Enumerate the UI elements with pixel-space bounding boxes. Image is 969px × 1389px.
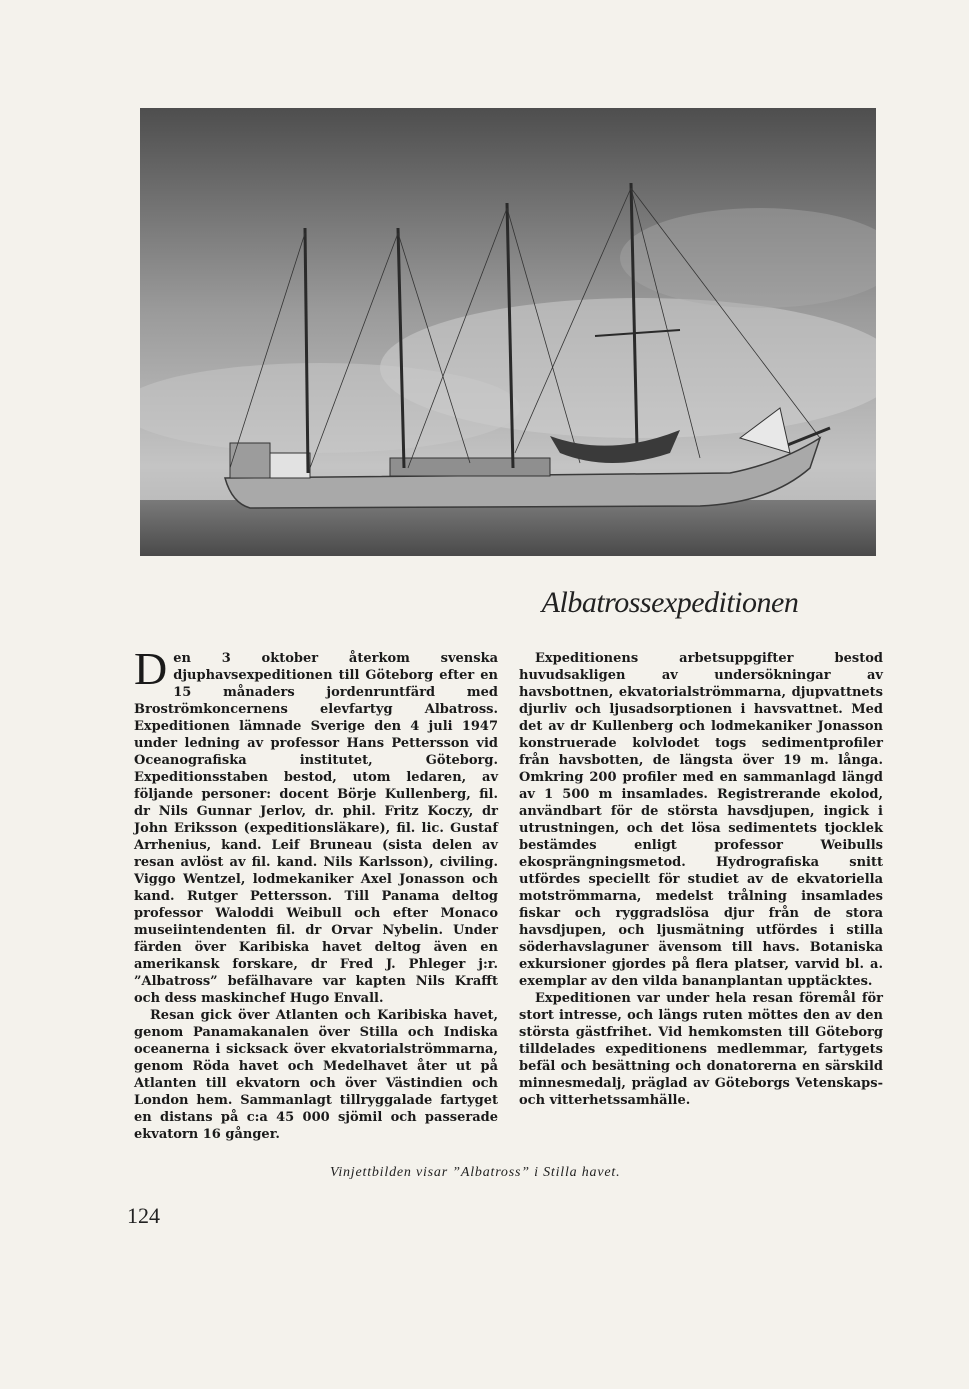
right-column bbox=[519, 650, 883, 1109]
paragraph: Expeditionens arbetsuppgifter bestod huvudsakligen av undersökningar av havsbottnen, ekvatorialströmmarna, djupvattnets djurliv och ljusadsorptionen i havsvattnet. Med det av dr Kullenberg och lodmekaniker Jonasson konstruerade kolvlodet togs sedimentprofiler från havsbotten, de längsta över 19 m. långa. Omkring 200 profiler med en sammanlagd längd av 1 500 m insamlades. Registrerande ekolod, användbart för de största havsdjupen, ingick i utrustningen, och det lösa sedimentets tjocklek bestämdes enligt professor Weibulls ekosprängningsmetod. Hydrografiska snitt utfördes speciellt för studiet av de ekvatoriella motströmmarna, medelst trålning insamlades fiskar och ryggradslösa djur från de stora havsdjupen, och ljusmätning utfördes i stilla söderhavslaguner ävensom till havs. Botaniska exkursioner gjordes på flera platser, varvid bl. a. exemplar av den vilda bananplantan upptäcktes. bbox=[519, 651, 883, 989]
article-title: Albatrossexpeditionen bbox=[541, 586, 799, 619]
left-column bbox=[134, 643, 498, 1143]
ship-illustration bbox=[140, 108, 876, 556]
paragraph: Resan gick över Atlanten och Karibiska havet, genom Panamakanalen över Stilla och Indiska oceanerna i sicksack över ekvatorialströmmarna, genom Röda havet och Medelhavet åter ut på Atlanten till ekvatorn och över Västindien och London hem. Sammanlagt tillryggalade fartyget en distans på c:a 45 000 sjömil och passerade ekvatorn 16 gånger. bbox=[134, 1008, 498, 1142]
paragraph-text: en 3 oktober återkom svenska djuphavsexpeditionen till Göteborg efter en 15 månaders jordenruntfärd med Broströmkoncernens elevfartyg Albatross. Expeditionen lämnade Sverige den 4 juli 1947 under ledning av professor Hans Pettersson vid Oceanografiska institutet, Göteborg. Expeditionsstaben bestod, utom ledaren, av följande personer: docent Börje Kullenberg, fil. dr Nils Gunnar Jerlov, dr. phil. Fritz Koczy, dr John Eriksson (expeditionsläkare), fil. lic. Gustaf Arrhenius, kand. Leif Bruneau (sista delen av resan avlöst av fil. kand. Nils Karlsson), civiling. Viggo Wentzel, lodmekaniker Axel Jonasson och kand. Rutger Pettersson. Till Panama deltog professor Waloddi Weibull och efter Monaco museiintendenten fil. dr Orvar Nybelin. Under färden över Karibiska havet deltog även en amerikansk forskare, dr Fred J. Phleger j:r. ”Albatross” befälhavare var kapten Nils Krafft och dess maskinchef Hugo Envall. bbox=[134, 651, 498, 1006]
drop-cap: D bbox=[134, 643, 168, 694]
deck-cargo bbox=[390, 458, 550, 476]
photo-caption: Vinjettbilden visar ”Albatross” i Stilla havet. bbox=[330, 1165, 621, 1180]
ship-photo bbox=[140, 108, 876, 556]
deckhouse-white bbox=[270, 453, 310, 478]
paragraph bbox=[134, 643, 498, 1007]
paragraph: Expeditionen var under hela resan föremål för stort intresse, och längs ruten möttes den av den största gästfrihet. Vid hemkomsten till Göteborg tilldelades expeditionens medlemmar, fartygets befäl och besättning och donatorerna en särskild minnesmedalj, präglad av Göteborgs Vetenskaps- och vitterhetssamhälle. bbox=[519, 991, 883, 1108]
page-number: 124 bbox=[127, 1203, 160, 1228]
